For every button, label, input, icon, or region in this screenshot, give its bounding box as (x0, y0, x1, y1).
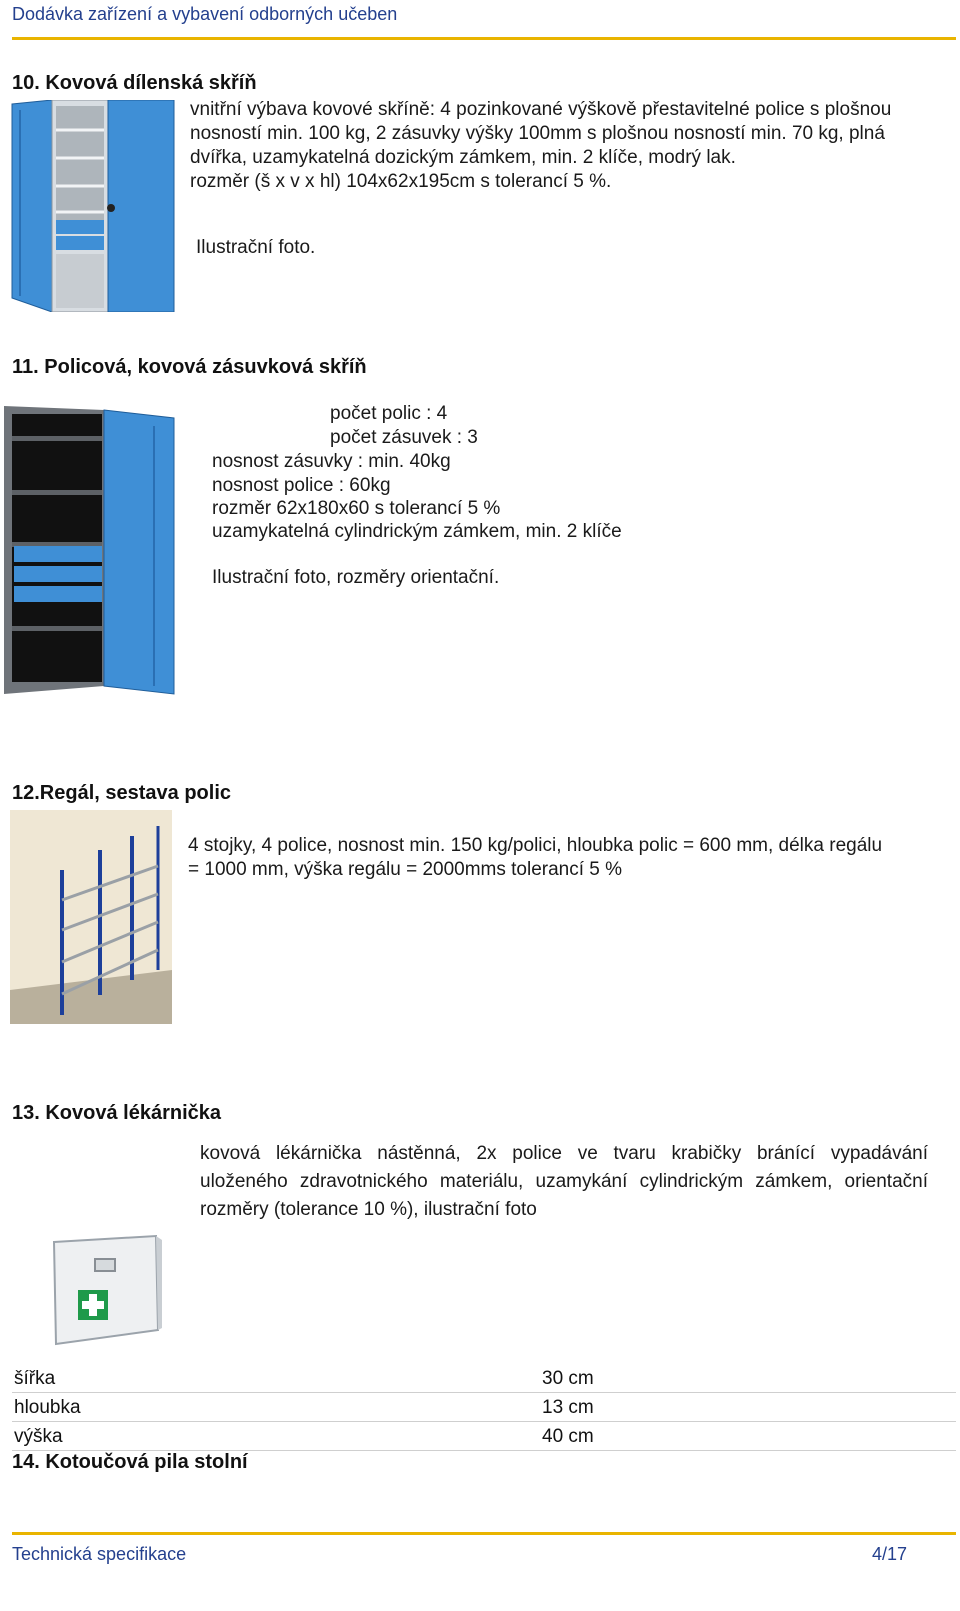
item-10-heading: 10. Kovová dílenská skříň (12, 72, 257, 94)
item-13-description (200, 1140, 928, 1224)
item-11-line: počet zásuvek : 3 (330, 427, 478, 448)
item-11-cabinet-image (4, 406, 176, 696)
item-10-caption: Ilustrační foto. (196, 237, 316, 258)
item-10-line: rozměr (š x v x hl) 104x62x195cm s tolerancí 5 %. (190, 171, 612, 192)
footer-page-number: 4/17 (872, 1544, 908, 1564)
item-11-line: počet polic : 4 (330, 403, 448, 424)
document-header-title: Dodávka zařízení a vybavení odborných učeben (12, 4, 398, 24)
dim-label-width: šířka (14, 1368, 56, 1389)
item-13-line: kovová lékárnička nástěnná, 2x police ve tvaru krabičky bránící vypadávání (200, 1143, 928, 1164)
item-13-first-aid-cabinet-image (42, 1232, 164, 1350)
dim-value-height: 40 cm (542, 1426, 594, 1447)
dim-value-depth: 13 cm (542, 1397, 594, 1418)
item-12-line: 4 stojky, 4 police, nosnost min. 150 kg/polici, hloubka polic = 600 mm, délka regálu (188, 835, 883, 856)
item-14-heading: 14. Kotoučová pila stolní (12, 1451, 248, 1473)
item-11-line: rozměr 62x180x60 s tolerancí 5 % (212, 498, 501, 519)
item-10-line: nosností min. 100 kg, 2 zásuvky výšky 100mm s plošnou nosností min. 70 kg, plná (190, 123, 885, 144)
item-11-line: nosnost zásuvky : min. 40kg (212, 451, 451, 472)
item-10-description (190, 98, 891, 194)
item-10-line: dvířka, uzamykatelná dozickým zámkem, min. 2 klíče, modrý lak. (190, 147, 736, 168)
table-row-divider (12, 1421, 956, 1422)
item-12-description (188, 834, 882, 882)
footer-divider (12, 1532, 956, 1535)
item-11-heading: 11. Policová, kovová zásuvková skříň (12, 356, 367, 378)
item-11-caption: Ilustrační foto, rozměry orientační. (212, 567, 500, 588)
item-10-cabinet-image (10, 100, 176, 312)
footer-document-title: Technická specifikace (12, 1544, 187, 1564)
header-divider (12, 37, 956, 40)
table-row-divider (12, 1392, 956, 1393)
item-11-line: nosnost police : 60kg (212, 475, 391, 496)
item-10-line: vnitřní výbava kovové skříně: 4 pozinkované výškově přestavitelné police s plošnou (190, 99, 892, 120)
dim-label-depth: hloubka (14, 1397, 81, 1418)
item-13-line: uloženého zdravotnického materiálu, uzamykání cylindrickým zámkem, orientační (200, 1171, 928, 1192)
item-11-line: uzamykatelná cylindrickým zámkem, min. 2 klíče (212, 521, 622, 542)
item-12-shelving-image (10, 810, 172, 1024)
item-12-line: = 1000 mm, výška regálu = 2000mms tolerancí 5 % (188, 859, 623, 880)
item-13-line: rozměry (tolerance 10 %), ilustrační foto (200, 1199, 537, 1220)
dim-label-height: výška (14, 1426, 63, 1447)
item-12-heading: 12.Regál, sestava polic (12, 782, 232, 804)
item-13-heading: 13. Kovová lékárnička (12, 1102, 222, 1124)
dim-value-width: 30 cm (542, 1368, 594, 1389)
